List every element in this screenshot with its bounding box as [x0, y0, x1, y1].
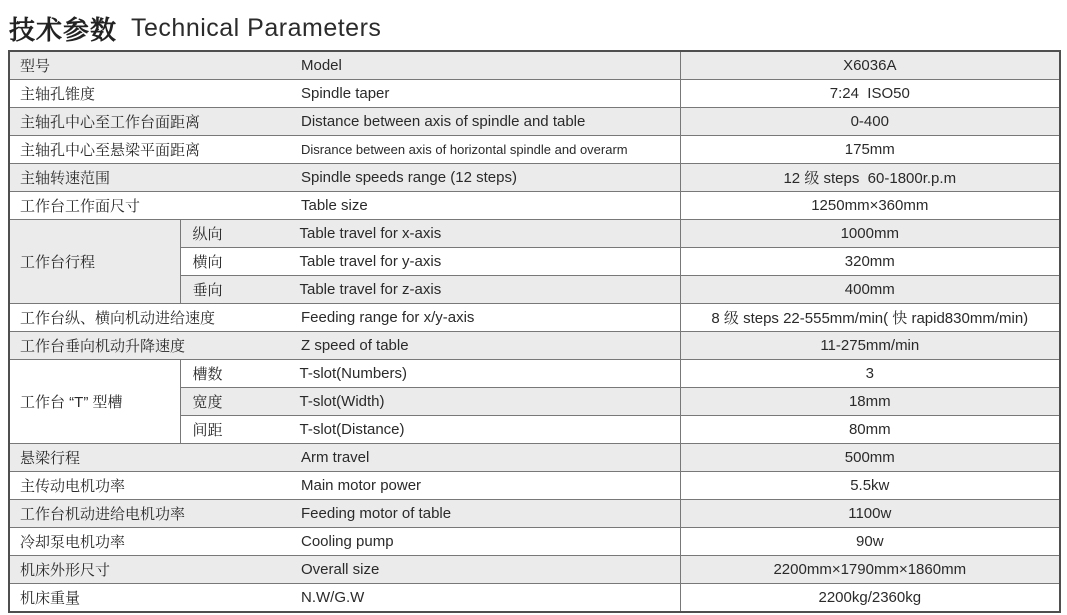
param-label-en: Main motor power: [301, 477, 422, 494]
param-value: 400mm: [680, 276, 1060, 304]
table-row: [9, 360, 1060, 388]
param-value: 11-275mm/min: [680, 332, 1060, 360]
technical-parameters-table: [8, 50, 1061, 613]
table-row: [9, 80, 1060, 108]
param-label-cell: [180, 388, 680, 416]
page-title-english: Technical Parameters: [131, 13, 382, 42]
table-row: [9, 332, 1060, 360]
param-label-en: Distance between axis of spindle and table: [301, 113, 586, 130]
param-sub-label: 槽数: [192, 366, 223, 383]
table-row: [9, 304, 1060, 332]
param-value: 175mm: [680, 136, 1060, 164]
param-label-en: Cooling pump: [301, 533, 394, 550]
table-row: [9, 500, 1060, 528]
param-label-cell: [180, 220, 680, 248]
param-sub-label: 纵向: [192, 226, 223, 243]
param-label-cell: [9, 51, 680, 80]
param-label-zh: 工作台纵、横向机动进给速度: [20, 310, 216, 327]
param-label-cell: [180, 416, 680, 444]
param-label-cell: [9, 584, 680, 613]
param-label-en: N.W/G.W: [301, 589, 365, 606]
param-label-zh: 工作台机动进给电机功率: [20, 506, 186, 523]
param-label-en: T-slot(Numbers): [299, 365, 408, 382]
table-row: [9, 556, 1060, 584]
param-label-en: Table travel for y-axis: [299, 253, 442, 270]
param-label-cell: [9, 80, 680, 108]
param-label-cell: [9, 500, 680, 528]
table-row: [9, 472, 1060, 500]
param-value: 2200kg/2360kg: [680, 584, 1060, 613]
param-group-label: 工作台行程: [9, 220, 180, 304]
param-value: 0-400: [680, 108, 1060, 136]
param-label-cell: [9, 472, 680, 500]
param-label-cell: [9, 528, 680, 556]
param-label-cell: [180, 248, 680, 276]
param-value: 18mm: [680, 388, 1060, 416]
param-label-en: Feeding range for x/y-axis: [301, 309, 475, 326]
table-row: [9, 164, 1060, 192]
param-sub-label: 横向: [192, 254, 223, 271]
param-value: 80mm: [680, 416, 1060, 444]
table-row: [9, 51, 1060, 80]
param-label-cell: [9, 164, 680, 192]
param-value: 500mm: [680, 444, 1060, 472]
param-value: 2200mm×1790mm×1860mm: [680, 556, 1060, 584]
param-label-cell: [180, 276, 680, 304]
param-value: 7:24 ISO50: [680, 80, 1060, 108]
table-row: [9, 108, 1060, 136]
param-group-label: 工作台 “T” 型槽: [9, 360, 180, 444]
param-label-zh: 工作台工作面尺寸: [20, 198, 141, 215]
param-label-cell: [9, 444, 680, 472]
param-label-cell: [9, 304, 680, 332]
param-label-cell: [9, 108, 680, 136]
param-label-cell: [9, 136, 680, 164]
param-label-zh: 机床重量: [20, 590, 81, 607]
param-label-zh: 主轴转速范围: [20, 170, 111, 187]
param-label-en: Arm travel: [301, 449, 370, 466]
param-label-zh: 机床外形尺寸: [20, 562, 111, 579]
param-value: 12 级 steps 60-1800r.p.m: [680, 164, 1060, 192]
param-value: 8 级 steps 22-555mm/min( 快 rapid830mm/min): [680, 304, 1060, 332]
table-row: [9, 220, 1060, 248]
table-row: [9, 192, 1060, 220]
param-label-cell: [9, 556, 680, 584]
param-value: 3: [680, 360, 1060, 388]
param-label-en: Overall size: [301, 561, 380, 578]
param-label-en: T-slot(Distance): [299, 421, 405, 438]
table-row: [9, 528, 1060, 556]
param-label-zh: 主轴孔锥度: [20, 86, 96, 103]
param-label-en: Table travel for z-axis: [299, 281, 442, 298]
param-label-zh: 工作台垂向机动升降速度: [20, 338, 186, 355]
table-row: [9, 136, 1060, 164]
page-title-chinese: 技术参数: [9, 14, 118, 45]
param-label-en: T-slot(Width): [299, 393, 385, 410]
page-title: [0, 0, 1067, 50]
param-value: 1000mm: [680, 220, 1060, 248]
param-label-zh: 冷却泵电机功率: [20, 534, 126, 551]
param-label-en: Disrance between axis of horizontal spindle and overarm: [301, 142, 628, 157]
param-label-en: Z speed of table: [301, 337, 409, 354]
param-label-en: Spindle speeds range (12 steps): [301, 169, 517, 186]
param-label-en: Table travel for x-axis: [299, 225, 442, 242]
param-value: X6036A: [680, 51, 1060, 80]
param-value: 1250mm×360mm: [680, 192, 1060, 220]
param-label-cell: [180, 360, 680, 388]
param-sub-label: 宽度: [192, 394, 223, 411]
param-label-en: Model: [301, 57, 342, 74]
table-row: [9, 444, 1060, 472]
param-sub-label: 垂向: [192, 282, 223, 299]
param-label-cell: [9, 332, 680, 360]
param-value: 90w: [680, 528, 1060, 556]
param-label-zh: 主轴孔中心至工作台面距离: [20, 114, 201, 131]
param-value: 5.5kw: [680, 472, 1060, 500]
param-value: 1100w: [680, 500, 1060, 528]
param-sub-label: 间距: [192, 422, 223, 439]
param-label-cell: [9, 192, 680, 220]
param-value: 320mm: [680, 248, 1060, 276]
param-label-zh: 悬梁行程: [20, 450, 81, 467]
param-label-zh: 主传动电机功率: [20, 478, 126, 495]
table-row: [9, 584, 1060, 613]
param-label-zh: 主轴孔中心至悬梁平面距离: [20, 142, 201, 159]
param-label-en: Spindle taper: [301, 85, 390, 102]
param-label-en: Table size: [301, 197, 368, 214]
param-label-en: Feeding motor of table: [301, 505, 452, 522]
param-label-zh: 型号: [20, 58, 51, 75]
